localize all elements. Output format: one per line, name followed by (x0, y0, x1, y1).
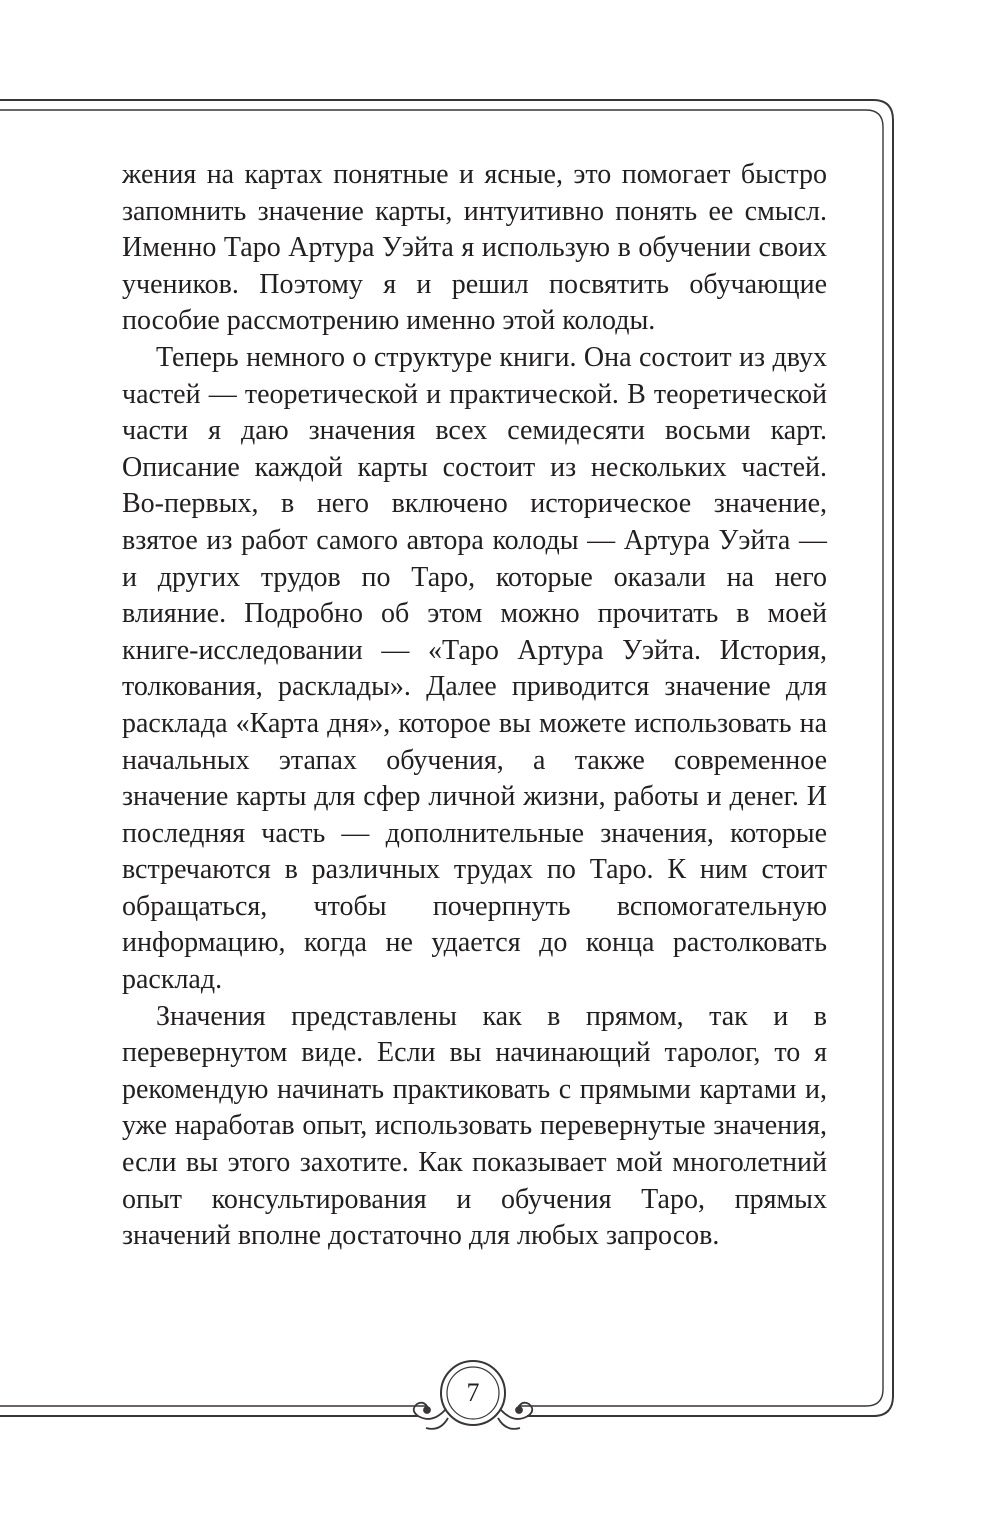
paragraph-1: жения на картах понятные и ясные, это помогает быстро запомнить значение карты, интуитивно понять ее смысл. Именно Таро Артура Уэйта я использую в обучении своих учеников. Поэтому я и решил посвятить обучающие пособие рассмотрению именно этой колоды. (122, 159, 827, 337)
page-number: 7 (466, 1378, 480, 1407)
body-text (122, 157, 827, 1255)
paragraph-2: Теперь немного о структуре книги. Она состоит из двух частей — теоретической и практической. В теоретической части я даю значения всех семидесяти восьми карт. Описание каждой карты состоит из нескольких частей. Во-первых, в него включено историческое значение, взятое из работ самого автора колоды — Артура Уэйта — и других трудов по Таро, которые оказали на него влияние. Подробно об этом можно прочитать в моей книге-исследовании — «Таро Артура Уэйта. История, толкования, расклады». Далее приводится значение для расклада «Карта дня», которое вы можете использовать на начальных этапах обучения, а также современное значение карты для сфер личной жизни, работы и денег. И последняя часть — дополнительные значения, которые встречаются в различных трудах по Таро. К ним стоит обращаться, чтобы почерпнуть вспомогательную информацию, когда не удается до конца растолковать расклад. (122, 341, 827, 996)
paragraph-3: Значения представлены как в прямом, так и в перевернутом виде. Если вы начинающий таролог, то я рекомендую начинать практиковать с прямыми картами и, уже наработав опыт, использовать перевернутые значения, если вы этого захотите. Как показывает мой многолетний опыт консультирования и обучения Таро, прямых значений вполне достаточно для любых запросов. (122, 1000, 827, 1252)
